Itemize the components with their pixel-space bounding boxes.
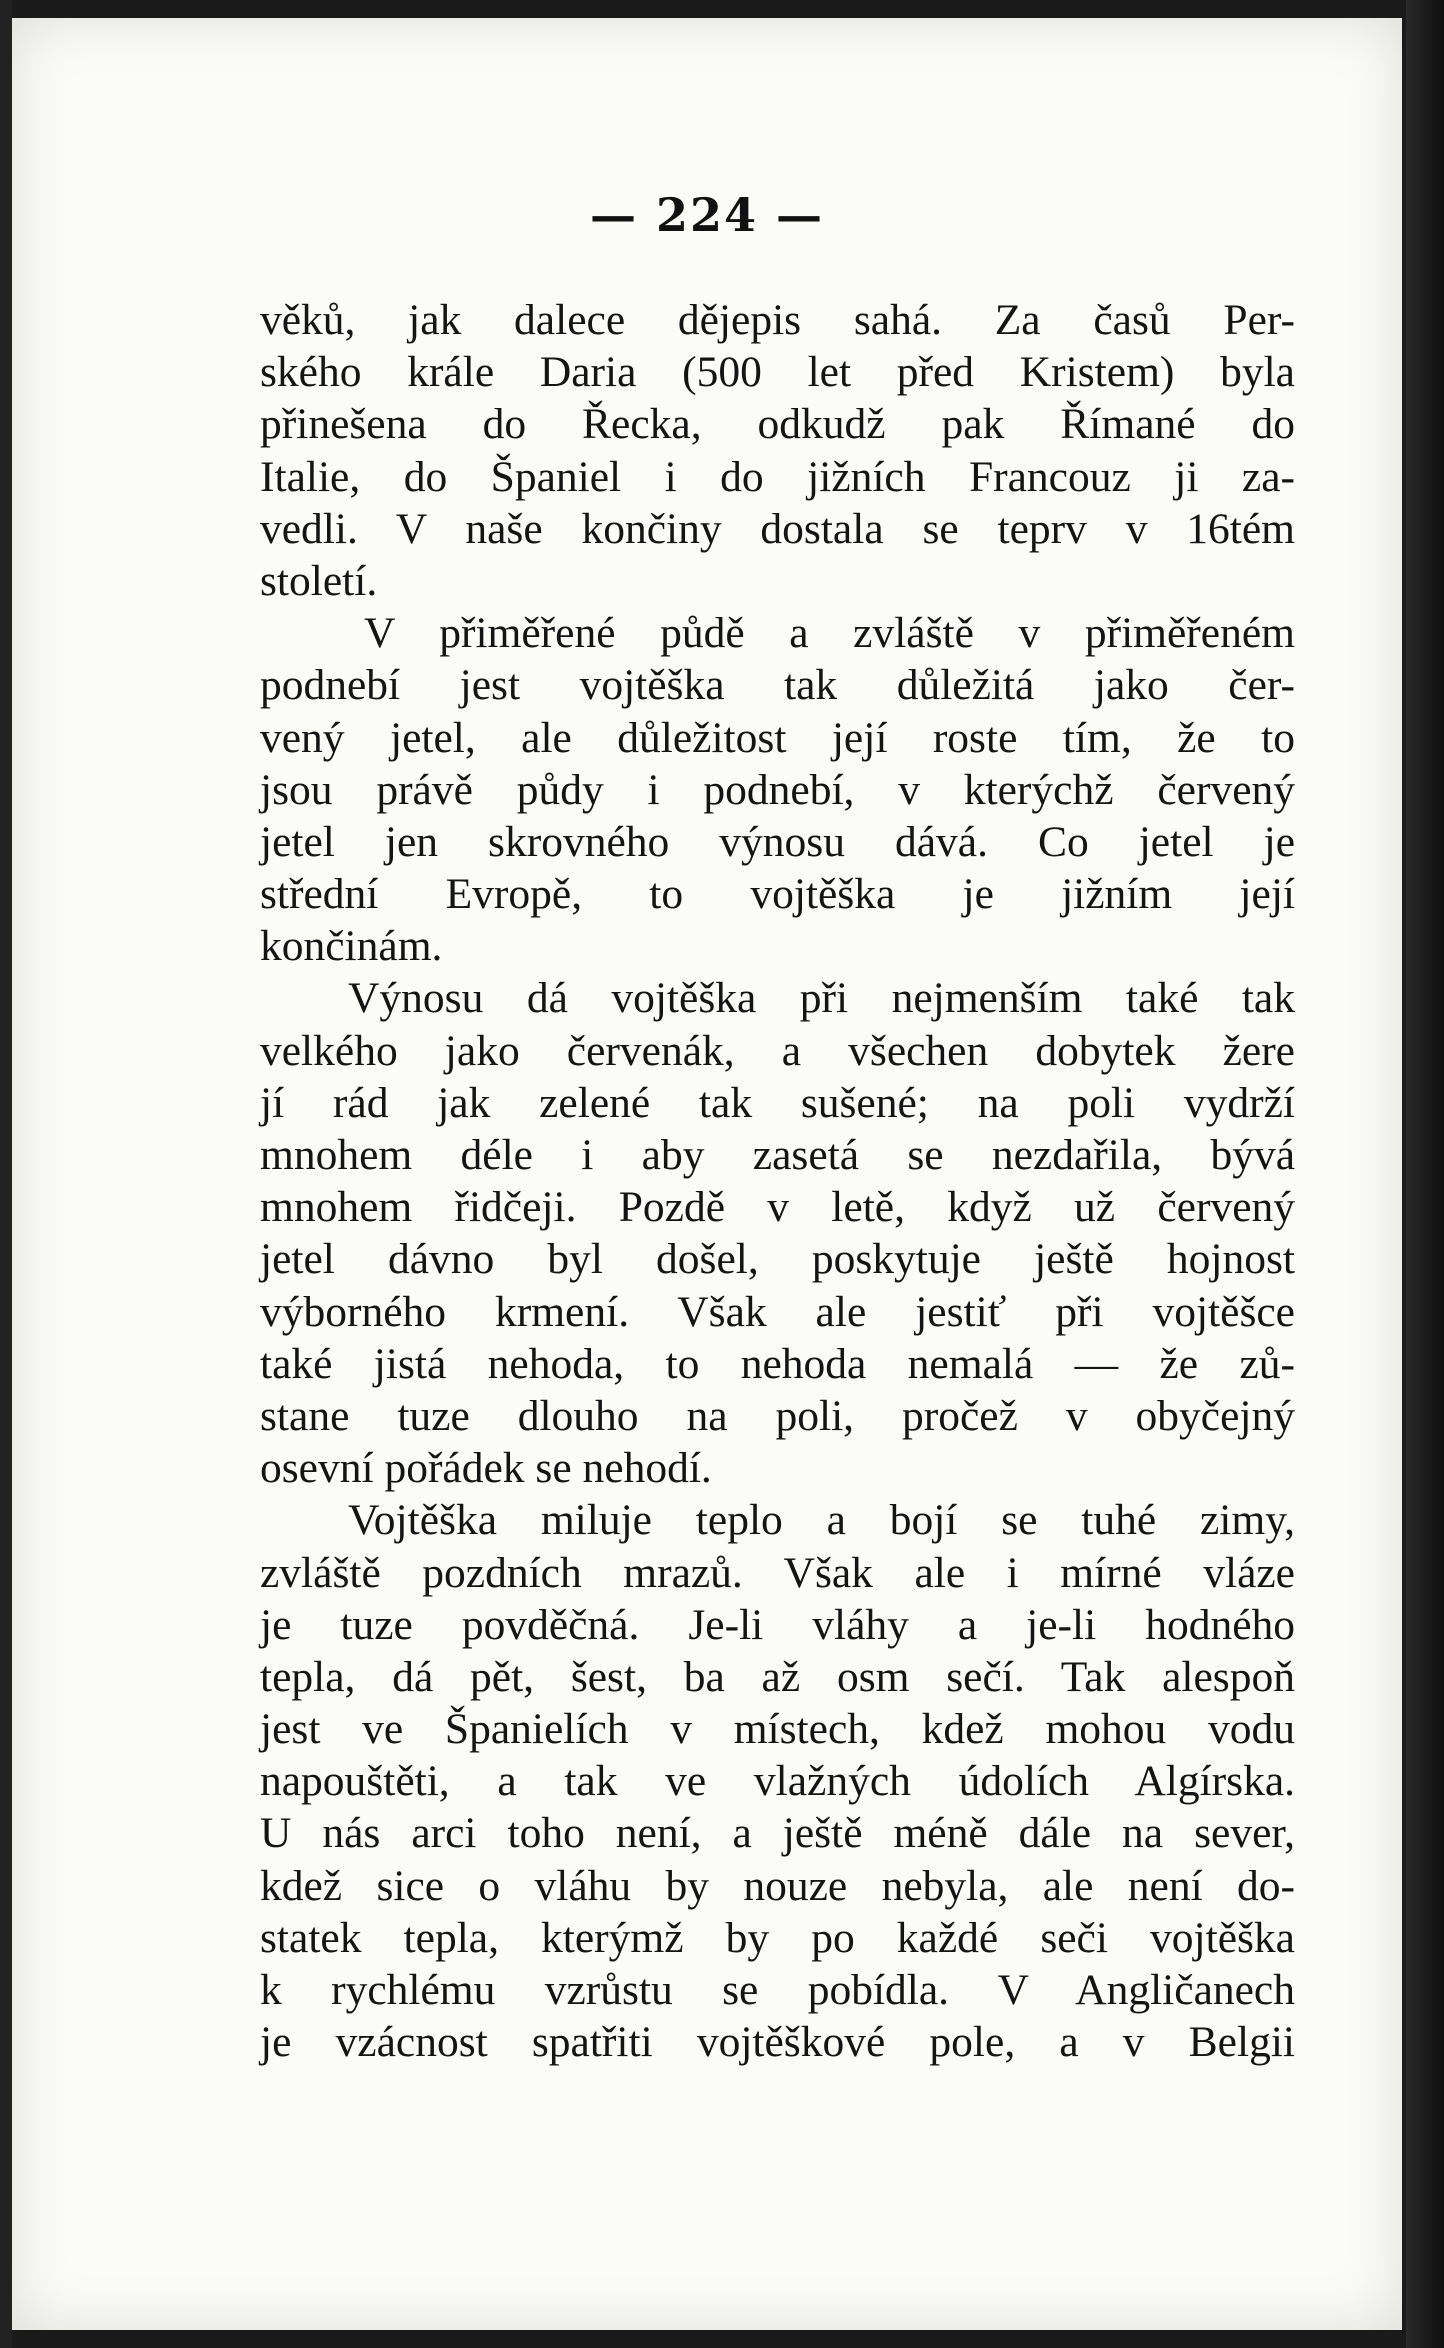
text-line: zvláště pozdních mrazů. Však ale i mírné vláze <box>260 1548 1295 1597</box>
text-line: U nás arci toho není, a ještě méně dále na sever, <box>260 1809 1295 1858</box>
scan-right-border <box>1406 0 1444 2348</box>
text-line: napouštěti, a tak ve vlažných údolích Algírska. <box>260 1757 1295 1806</box>
text-line: jí rád jak zelené tak sušené; na poli vydrží <box>260 1078 1295 1127</box>
text-line: přinešena do Řecka, odkudž pak Římané do <box>260 400 1295 449</box>
text-line: V přiměřené půdě a zvláště v přiměřeném <box>364 609 1295 658</box>
text-line: věků, jak dalece dějepis sahá. Za časů Per- <box>260 296 1295 344</box>
text-line: Výnosu dá vojtěška při nejmenším také tak <box>348 974 1295 1023</box>
text-line: statek tepla, kterýmž by po každé seči vojtěška <box>260 1913 1295 1962</box>
text-line: vedli. V naše končiny dostala se teprv v 16tém <box>260 504 1295 553</box>
text-line: podnebí jest vojtěška tak důležitá jako čer- <box>260 661 1295 710</box>
text-line: jetel dávno byl došel, poskytuje ještě hojnost <box>260 1235 1295 1284</box>
text-line: velkého jako červenák, a všechen dobytek žere <box>260 1026 1295 1075</box>
body-text <box>260 294 1295 2068</box>
text-line: ského krále Daria (500 let před Kristem) byla <box>260 348 1295 397</box>
text-line: je tuze povděčná. Je-li vláhy a je-li hodného <box>260 1600 1295 1649</box>
text-line: stane tuze dlouho na poli, pročež v obyčejný <box>260 1391 1295 1440</box>
text-line: je vzácnost spatřiti vojtěškové pole, a v Belgii <box>260 2018 1295 2067</box>
text-line: výborného krmení. Však ale jestiť při vojtěšce <box>260 1287 1295 1336</box>
text-line: jsou právě půdy i podnebí, v kterýchž červený <box>260 765 1295 814</box>
text-line: jetel jen skrovného výnosu dává. Co jetel je <box>260 817 1295 866</box>
text-line: střední Evropě, to vojtěška je jižním její <box>260 870 1295 919</box>
text-line: také jistá nehoda, to nehoda nemalá — že zů- <box>260 1339 1295 1388</box>
text-line: vený jetel, ale důležitost její roste tím, že to <box>260 713 1295 762</box>
text-line: osevní pořádek se nehodí. <box>260 1444 712 1493</box>
text-line: tepla, dá pět, šest, ba až osm sečí. Tak alespoň <box>260 1652 1295 1701</box>
text-line: jest ve Španielích v místech, kdež mohou vodu <box>260 1705 1295 1754</box>
text-line: mnohem řidčeji. Pozdě v letě, když už červený <box>260 1183 1295 1232</box>
text-line: končinám. <box>260 922 443 971</box>
page-number: — 224 — <box>589 188 825 242</box>
book-page <box>12 18 1402 2330</box>
text-line: kdež sice o vláhu by nouze nebyla, ale není do- <box>260 1861 1295 1910</box>
text-line: k rychlému vzrůstu se pobídla. V Angličanech <box>260 1966 1295 2014</box>
text-line: Vojtěška miluje teplo a bojí se tuhé zimy, <box>348 1496 1295 1545</box>
text-line: Italie, do Španiel i do jižních Francouz ji za- <box>260 452 1295 501</box>
text-line: mnohem déle i aby zasetá se nezdařila, bývá <box>260 1131 1295 1179</box>
scan-left-border <box>0 0 12 2348</box>
text-line: století. <box>260 556 378 605</box>
